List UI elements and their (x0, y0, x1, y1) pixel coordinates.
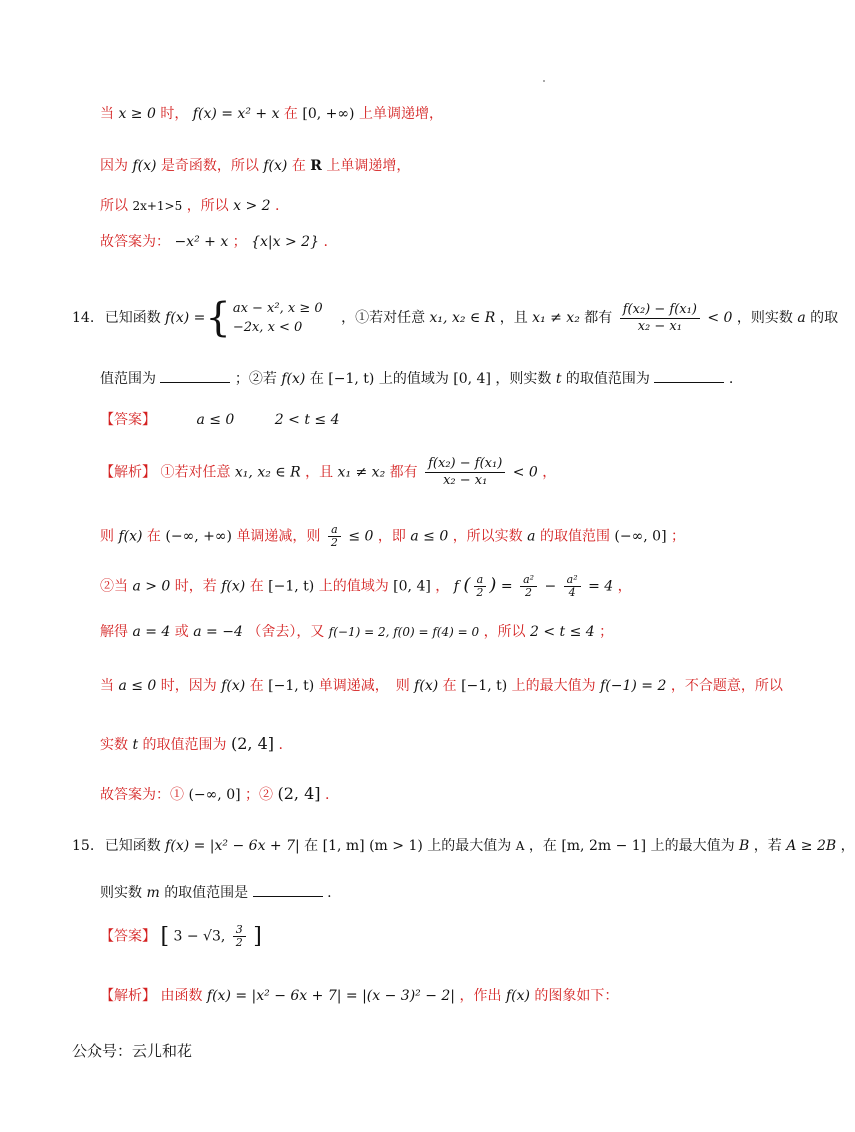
text: 的取 (810, 310, 839, 326)
math: f(−1) = 2 (600, 678, 667, 694)
math: f(−1) = 2, f(0) = f(4) = 0 (328, 625, 480, 639)
math: t (132, 737, 139, 753)
math: (−∞, 0] (188, 787, 241, 803)
text: 当 (100, 678, 114, 694)
q14-analysis-7 (100, 784, 329, 805)
math: x₁ ≠ x₂ (532, 310, 580, 326)
text: ，且 (499, 310, 528, 326)
fraction (473, 574, 486, 599)
text: 则实数 (100, 885, 142, 901)
text: . (728, 371, 734, 387)
numerator: a (328, 524, 341, 537)
text: ；② (245, 787, 274, 803)
numerator: a (474, 574, 487, 587)
text: ，所以实数 (452, 528, 523, 545)
text: 上的最大值为 (650, 838, 735, 854)
text: 上的最大值为 (427, 838, 512, 854)
math: x > 2 (233, 198, 271, 214)
fraction (520, 574, 537, 599)
text: 时，因为 (160, 678, 217, 694)
analysis-label: 【解析】 (100, 464, 156, 481)
text: 在 (283, 106, 298, 122)
q15-stem-line-1 (72, 836, 855, 856)
cont-line-4 (100, 232, 328, 252)
text: 或 (174, 624, 189, 640)
math: A ≥ 2B (786, 838, 837, 854)
text: . (324, 787, 330, 803)
text: 解得 (100, 624, 128, 640)
answer-1: a ≤ 0 (196, 412, 235, 428)
math: a ≤ 0 (118, 678, 157, 694)
denominator: 2 (235, 936, 243, 949)
fraction (425, 456, 505, 489)
q15-answer (100, 924, 262, 949)
q15-stem-line-2 (100, 882, 332, 903)
q14-stem-line-1 (72, 295, 839, 341)
text: 值范围为 (100, 371, 156, 387)
case-1: ax − x², x ≥ 0 (232, 301, 323, 316)
math: [0, 4] (453, 371, 491, 387)
math: [−1, t) (328, 371, 375, 387)
text: 的取值范围是 (164, 885, 249, 901)
text: 单调递减， 则 (318, 678, 410, 694)
cases (233, 299, 323, 337)
text: 在 (442, 678, 457, 694)
math: < 0 (707, 310, 733, 326)
math: a = 4 (132, 624, 171, 640)
text: ，作出 (459, 988, 502, 1004)
stray-dot (543, 80, 545, 82)
text: 都有 (389, 464, 418, 481)
answer-left-bracket: [ (160, 923, 170, 949)
text: ，即 (377, 528, 406, 545)
math: A (515, 839, 525, 853)
math: ≤ 0 (348, 528, 374, 545)
answer-label: 【答案】 (100, 928, 156, 945)
text: 在 (249, 678, 264, 694)
text: 时，若 (174, 578, 217, 595)
math: f(x) (118, 528, 143, 545)
math: [0, +∞) (302, 106, 355, 122)
numerator: a² (564, 574, 581, 587)
text: ， (840, 838, 855, 854)
q14-analysis-2 (100, 524, 685, 549)
text: 都有 (584, 310, 613, 326)
math: 2x+1>5 (132, 199, 183, 213)
text: 上的最大值为 (511, 678, 596, 694)
math: −x² + x (174, 234, 229, 250)
text: . (275, 198, 280, 214)
text: 由函数 (160, 988, 203, 1004)
fraction (564, 574, 581, 599)
math: f(x) (263, 158, 288, 174)
analysis-label: 【解析】 (100, 988, 156, 1004)
q14-answer (100, 410, 340, 430)
text: ， (542, 464, 557, 481)
math: a (527, 528, 536, 545)
math: f (453, 578, 459, 595)
math: x₁, x₂ ∈ R (234, 464, 301, 481)
q14-analysis-1 (100, 456, 556, 489)
math: [−1, t) (461, 678, 508, 694)
math: [−1, t) (268, 678, 315, 694)
math: (2, 4] (231, 734, 275, 753)
text: 的取值范围为 (142, 737, 227, 753)
math: < 0 (512, 464, 538, 481)
text: 在 (146, 528, 161, 545)
q14-analysis-5 (100, 676, 783, 696)
answer-label: 【答案】 (100, 412, 156, 428)
text: . (323, 234, 328, 250)
math: x₁ ≠ x₂ (337, 464, 386, 481)
numerator: f(x₂) − f(x₁) (620, 302, 700, 319)
math: x ≥ 0 (118, 106, 156, 122)
math: R (310, 158, 322, 174)
math: a > 0 (132, 578, 171, 595)
answer-blank (253, 882, 323, 897)
text: ，若 (753, 838, 782, 854)
q14-analysis-6 (100, 734, 283, 755)
footer-account: 公众号：云儿和花 (72, 1042, 193, 1060)
math: f(x) = |x² − 6x + 7| (165, 838, 300, 854)
left-brace: { (205, 295, 231, 341)
text: 上的值域为 (378, 371, 449, 387)
math: [1, m] (m > 1) (322, 838, 423, 854)
cont-line-1 (100, 104, 443, 124)
answer-right-bracket: ] (253, 923, 262, 949)
math: (−∞, 0] (614, 528, 667, 545)
question-number: 15. (72, 838, 95, 854)
text: ，且 (305, 464, 334, 481)
text: ①若对任意 (160, 464, 231, 481)
q14-analysis-4 (100, 622, 613, 642)
denominator: 2 (330, 536, 338, 549)
text: 时， (160, 106, 189, 122)
answer-blank (160, 368, 230, 383)
answer-blank (654, 368, 724, 383)
answer-2: 2 < t ≤ 4 (274, 412, 340, 428)
text: . (327, 885, 332, 901)
math: {x|x > 2} (251, 234, 319, 250)
text: （舍去），又 (247, 624, 325, 640)
text: 在 (309, 371, 324, 387)
fraction (233, 924, 246, 949)
text: 所以 (100, 198, 128, 214)
text: 是奇函数，所以 (160, 158, 259, 174)
text: 上的值域为 (318, 578, 389, 595)
text: 故答案为： (100, 234, 170, 250)
math: B (739, 838, 750, 854)
question-number: 14. (72, 310, 95, 326)
numerator: a² (520, 574, 537, 587)
text: ②当 (100, 578, 128, 595)
math: [−1, t) (268, 578, 315, 595)
text: 上单调递增， (358, 106, 443, 122)
math: f(x) (221, 578, 246, 595)
text: 故答案为：① (100, 787, 184, 803)
text: ， (617, 578, 632, 595)
math: f(x) (414, 678, 439, 694)
text: ； (599, 624, 614, 640)
math: = (500, 578, 513, 595)
piecewise-function (165, 295, 323, 341)
math: − (544, 578, 557, 595)
q14-analysis-3: ②当 a > 0 时，若 f(x) 在 [−1, t) 上的值域为 [0, 4] ， f ( $\frac{a}{2}$ ) = $\frac{\text{a²}}{2}$ − $\frac{\text{a²}}{4}$ = 4 ， (100, 573, 632, 599)
fraction (328, 524, 341, 549)
text: ， (435, 578, 450, 595)
cont-line-2 (100, 156, 410, 176)
numerator: f(x₂) − f(x₁) (425, 456, 505, 473)
text: 单调递减，则 (236, 528, 321, 545)
text: ，则实数 (495, 371, 552, 387)
text: 已知函数 (104, 310, 161, 326)
fraction (620, 302, 700, 335)
text: ，①若对任意 (341, 310, 426, 326)
text: 在 (249, 578, 264, 595)
math: a = −4 (193, 624, 243, 640)
text: ；②若 (234, 371, 277, 387)
text: ； (232, 234, 247, 250)
text: 在 (304, 838, 319, 854)
math: f(x) = |x² − 6x + 7| = |(x − 3)² − 2| (206, 988, 456, 1004)
q15-analysis-1 (100, 986, 618, 1006)
denominator: 2 (525, 586, 533, 599)
numerator: 3 (233, 924, 246, 937)
text: 实数 (100, 737, 128, 753)
math: (2, 4] (277, 784, 321, 803)
math: = 4 (588, 578, 614, 595)
text: 上单调递增， (326, 158, 411, 174)
math: [0, 4] (393, 578, 431, 595)
text: 在 (291, 158, 306, 174)
text: 则 (100, 528, 114, 545)
text: 的取值范围 (539, 528, 610, 545)
text: 当 (100, 106, 114, 122)
text: ，不合题意，所以 (670, 678, 783, 694)
cont-line-3 (100, 196, 279, 216)
q14-stem-line-2 (100, 368, 733, 389)
text: ，所以 (483, 624, 526, 640)
denominator: x₂ − x₁ (637, 318, 682, 334)
math: f(x) (281, 371, 306, 387)
math: a ≤ 0 (410, 528, 449, 545)
text: ，在 (528, 838, 557, 854)
math: (−∞, +∞) (165, 528, 232, 545)
math: f(x) (505, 988, 530, 1004)
denominator: x₂ − x₁ (443, 473, 488, 488)
text: 因为 (100, 158, 128, 174)
math: f(x) = x² + x (192, 106, 280, 122)
math: m (146, 885, 160, 901)
denominator: 2 (476, 586, 484, 599)
math: t (555, 371, 562, 387)
answer-part: 3 − √3, (173, 928, 226, 945)
math: x₁, x₂ ∈ R (429, 310, 496, 326)
text: 的取值范围为 (565, 371, 650, 387)
text: ，则实数 (736, 310, 793, 326)
math: 2 < t ≤ 4 (530, 624, 595, 640)
math: f(x) (221, 678, 246, 694)
math: f(x) = (165, 310, 206, 326)
text: ； (670, 528, 685, 545)
math: f(x) (132, 158, 157, 174)
math: a (797, 310, 806, 326)
math: [m, 2m − 1] (561, 838, 647, 854)
text: 的图象如下： (534, 988, 619, 1004)
text: . (278, 737, 283, 753)
case-2: −2x, x < 0 (232, 320, 303, 335)
text: ，所以 (186, 198, 229, 214)
text: 已知函数 (104, 838, 161, 854)
denominator: 4 (568, 586, 576, 599)
